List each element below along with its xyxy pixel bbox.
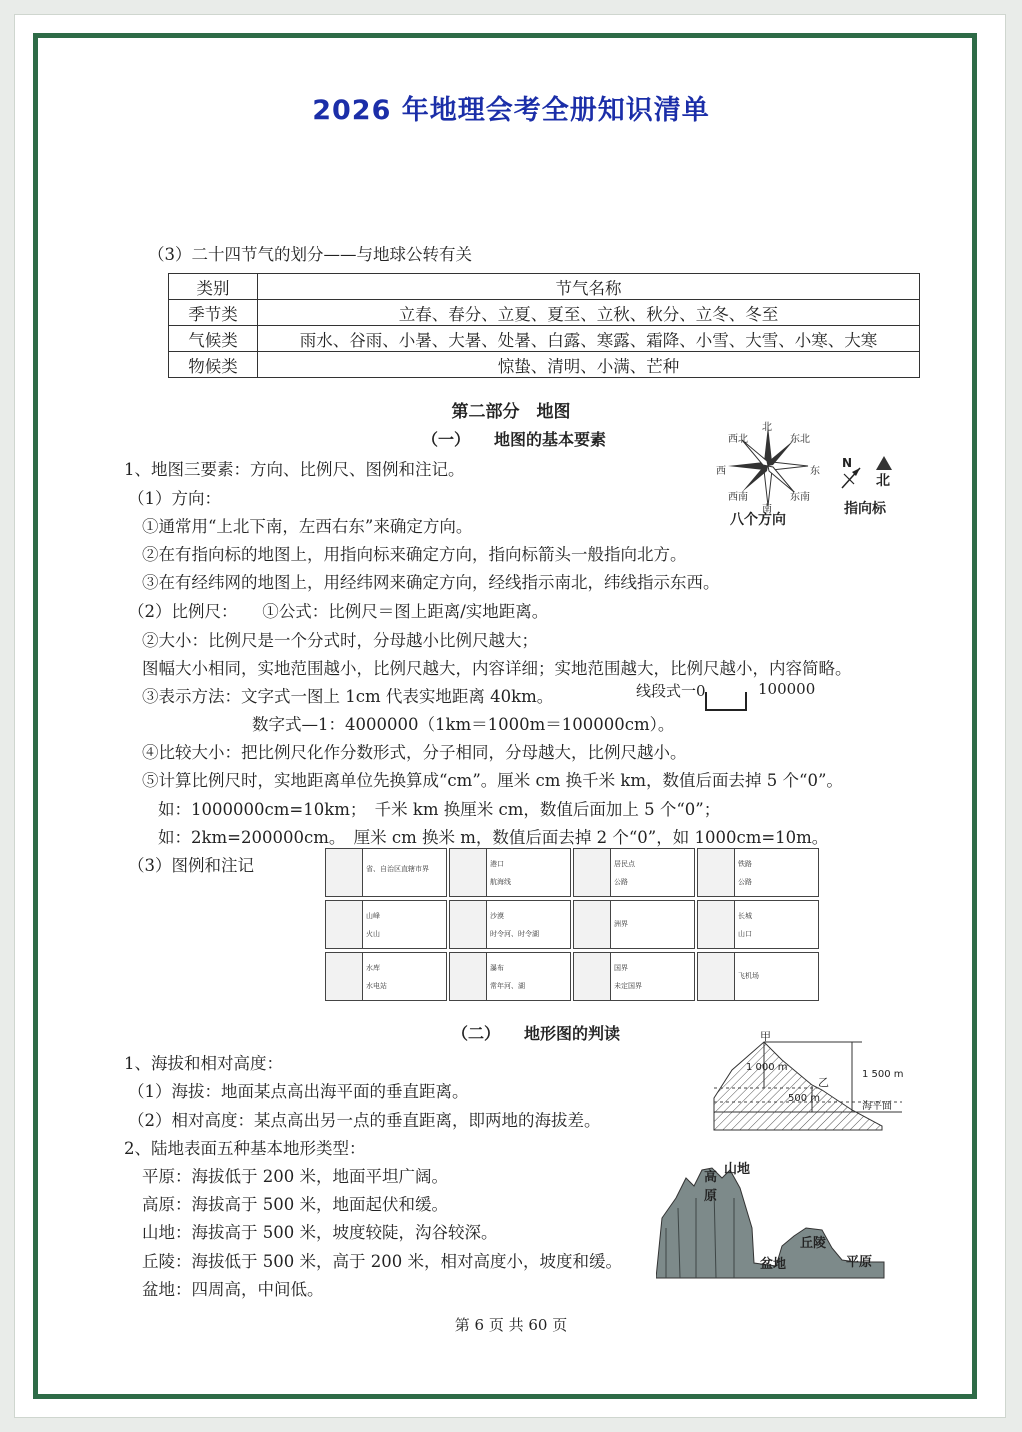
legend-label: 省、自治区直辖市界: [366, 865, 429, 873]
table-cell: 雨水、谷雨、小暑、大暑、处暑、白露、寒露、霜降、小雪、大雪、小寒、大寒: [258, 326, 920, 352]
legend-cell: [573, 848, 695, 897]
compass-dir-label: 南: [762, 504, 772, 515]
line-scale-value: 100000: [758, 680, 816, 698]
text-line: 1、海拔和相对高度：: [124, 1054, 283, 1073]
north-triangle-icon: [876, 456, 892, 470]
legend-cell: [449, 848, 571, 897]
legend-label: 瀑布: [490, 964, 504, 972]
solar-terms-heading: （3）二十四节气的划分——与地球公转有关: [148, 245, 472, 264]
text-line: ⑤计算比例尺时，实地距离单位先换算成“cm”。厘米 cm 换千米 km，数值后面去掉 5 个“0”。: [142, 771, 843, 790]
text-line: 2、陆地表面五种基本地形类型：: [124, 1139, 366, 1158]
text-line: （2）比例尺： ①公式：比例尺＝图上距离/实地距离。: [128, 602, 549, 621]
text-line: 山地：海拔高于 500 米，坡度较陡，沟谷较深。: [142, 1223, 498, 1242]
text-line: （3）图例和注记: [128, 856, 254, 875]
legend-label: 火山: [366, 930, 380, 938]
compass-dir-label: 西南: [728, 492, 748, 503]
landform-label: 高原: [704, 1170, 718, 1204]
legend-label: 洲界: [614, 920, 628, 928]
landform-label: 山地: [724, 1162, 751, 1177]
legend-label: 飞机场: [738, 972, 759, 980]
legend-grid: [325, 848, 817, 1000]
legend-label: 公路: [614, 878, 628, 886]
table-cell: 气候类: [169, 326, 258, 352]
landform-label: 丘陵: [800, 1236, 827, 1251]
altitude-point-b: 乙: [818, 1076, 829, 1089]
legend-label: 水电站: [366, 982, 387, 990]
section-heading: （二） 地形图的判读: [452, 1024, 621, 1043]
text-line: 如：2km=200000cm。 厘米 cm 换米 m，数值后面去掉 2 个“0”，如 1000cm=10m。: [158, 828, 829, 847]
table-cell: 季节类: [169, 300, 258, 326]
legend-cell: [697, 900, 819, 949]
table-header-cell: 节气名称: [258, 274, 920, 300]
text-line: ②大小：比例尺是一个分式时，分母越小比例尺越大；: [142, 631, 538, 650]
landform-label: 盆地: [760, 1257, 787, 1272]
legend-cell: [697, 952, 819, 1001]
part-title: 第二部分 地图: [451, 402, 571, 422]
line-scale-label: 线段式一0: [636, 682, 706, 700]
north-letter: N: [842, 456, 853, 470]
legend-label: 港口: [490, 860, 504, 868]
compass-label: 八个方向: [730, 512, 786, 528]
altitude-sea: 海平面: [862, 1101, 892, 1112]
table-row: [169, 326, 920, 352]
compass-dir-label: 东南: [790, 492, 810, 503]
solar-terms-table: [168, 273, 920, 378]
text-line: ③在有经纬网的地图上，用经纬网来确定方向，经线指示南北，纬线指示东西。: [142, 573, 720, 592]
legend-cell: [573, 952, 695, 1001]
legend-label: 居民点: [614, 860, 635, 868]
legend-label: 水库: [366, 964, 380, 972]
altitude-diagram: [712, 1030, 912, 1135]
text-line: 图幅大小相同，实地范围越小，比例尺越大，内容详细；实地范围越大，比例尺越小，内容简略。: [142, 659, 852, 678]
table-cell: 物候类: [169, 352, 258, 378]
text-line: ③表示方法：文字式一图上 1cm 代表实地距离 40km。: [142, 687, 554, 706]
compass-dir-label: 西北: [728, 434, 748, 445]
table-cell: 惊蛰、清明、小满、芒种: [258, 352, 920, 378]
compass-dir-label: 北: [762, 422, 772, 433]
table-row: [169, 352, 920, 378]
page-footer: 第 6 页 共 60 页: [454, 1316, 568, 1334]
altitude-h1: 1 000 m: [746, 1062, 788, 1073]
text-line: ④比较大小：把比例尺化作分数形式，分子相同，分母越大，比例尺越小。: [142, 743, 687, 762]
compass-dir-label: 东: [810, 466, 820, 477]
text-line: ②在有指向标的地图上，用指向标来确定方向，指向标箭头一般指向北方。: [142, 545, 687, 564]
landform-label: 平原: [846, 1255, 873, 1270]
altitude-point-a: 甲: [760, 1030, 771, 1043]
legend-cell: [573, 900, 695, 949]
legend-cell: [325, 848, 447, 897]
north-arrow-label: 指向标: [844, 501, 886, 517]
table-header-row: [169, 274, 920, 300]
compass-dir-label: 东北: [790, 434, 810, 445]
legend-cell: [325, 900, 447, 949]
section-heading: （一） 地图的基本要素: [422, 430, 607, 449]
table-row: [169, 300, 920, 326]
altitude-h3: 1 500 m: [862, 1069, 904, 1080]
legend-label: 未定国界: [614, 982, 642, 990]
legend-label: 山峰: [366, 912, 380, 920]
legend-cell: [697, 848, 819, 897]
legend-cell: [449, 900, 571, 949]
text-line: 数字式—1：4000000（1km＝1000m＝100000cm）。: [252, 715, 675, 734]
text-line: （1）方向：: [128, 489, 221, 508]
legend-label: 公路: [738, 878, 752, 886]
legend-label: 航海线: [490, 878, 511, 886]
text-line: （2）相对高度：某点高出另一点的垂直距离，即两地的海拔差。: [128, 1111, 601, 1130]
legend-label: 山口: [738, 930, 752, 938]
legend-label: 时令河、时令湖: [490, 930, 539, 938]
text-line: 如：1000000cm=10km； 千米 km 换厘米 cm，数值后面加上 5 个“0”；: [158, 800, 721, 819]
legend-label: 长城: [738, 912, 752, 920]
text-line: 盆地：四周高，中间低。: [142, 1280, 324, 1299]
text-line: （1）海拔：地面某点高出海平面的垂直距离。: [128, 1082, 469, 1101]
legend-cell: [449, 952, 571, 1001]
line-scale-bar: [700, 690, 752, 714]
text-line: 丘陵：海拔低于 500 米，高于 200 米，相对高度小，坡度和缓。: [142, 1252, 622, 1271]
legend-label: 常年河、湖: [490, 982, 525, 990]
legend-cell: [325, 952, 447, 1001]
table-header-cell: 类别: [169, 274, 258, 300]
page-title: 2026 年地理会考全册知识清单: [312, 95, 710, 126]
north-char: 北: [876, 473, 890, 489]
text-line: 平原：海拔低于 200 米，地面平坦广阔。: [142, 1167, 448, 1186]
text-line: ①通常用“上北下南，左西右东”来确定方向。: [142, 517, 473, 536]
text-line: 1、地图三要素：方向、比例尺、图例和注记。: [124, 460, 465, 479]
text-line: 高原：海拔高于 500 米，地面起伏和缓。: [142, 1195, 448, 1214]
table-cell: 立春、春分、立夏、夏至、立秋、秋分、立冬、冬至: [258, 300, 920, 326]
legend-label: 铁路: [738, 860, 752, 868]
compass-dir-label: 西: [716, 466, 726, 477]
legend-label: 国界: [614, 964, 628, 972]
altitude-h2: 500 m: [788, 1093, 821, 1104]
legend-label: 沙漠: [490, 912, 504, 920]
north-arrow-icon: [836, 462, 866, 492]
